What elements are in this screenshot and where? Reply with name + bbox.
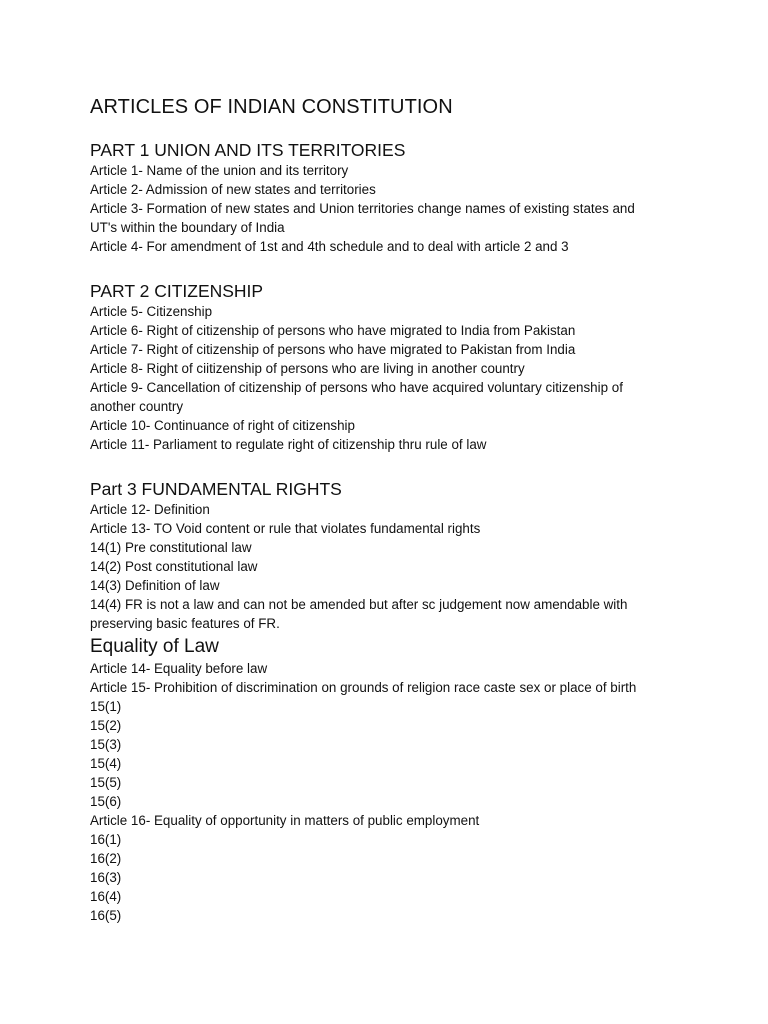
text-line: Article 5- Citizenship [90,304,213,319]
section-lines [90,161,690,256]
text-line: Article 9- Cancellation of citizenship of persons who have acquired voluntary citizenship of [90,380,623,395]
section-part-2 [90,280,690,454]
text-line: 14(4) FR is not a law and can not be amended but after sc judgement now amendable with [90,597,628,612]
text-line: 14(3) Definition of law [90,578,220,593]
text-line: another country [90,399,184,414]
text-line: Article 7- Right of citizenship of persons who have migrated to Pakistan from India [90,342,576,357]
text-line: 16(1) [90,832,122,847]
document-title: ARTICLES OF INDIAN CONSTITUTION [90,96,453,118]
text-line: Article 4- For amendment of 1st and 4th schedule and to deal with article 2 and 3 [90,239,569,254]
text-line: Article 6- Right of citizenship of persons who have migrated to India from Pakistan [90,323,576,338]
text-line: 16(4) [90,889,122,904]
text-line: 15(2) [90,718,122,733]
text-line: Article 3- Formation of new states and Union territories change names of existing states and [90,201,635,216]
text-line: Article 8- Right of ciitizenship of persons who are living in another country [90,361,525,376]
text-line: 15(6) [90,794,122,809]
text-line: Article 14- Equality before law [90,661,268,676]
text-line: Article 1- Name of the union and its territory [90,163,349,178]
text-line: 15(5) [90,775,122,790]
text-line: 15(4) [90,756,122,771]
text-line: Article 2- Admission of new states and territories [90,182,376,197]
section-lines [90,302,690,454]
text-line: 16(5) [90,908,122,923]
text-line: 14(2) Post constitutional law [90,559,258,574]
text-line: Article 15- Prohibition of discrimination on grounds of religion race caste sex or place of birth [90,680,637,695]
text-line: 16(2) [90,851,122,866]
section-heading: Part 3 FUNDAMENTAL RIGHTS [90,479,342,499]
text-line: Article 13- TO Void content or rule that violates fundamental rights [90,521,481,536]
text-line: Article 12- Definition [90,502,210,517]
text-line: preserving basic features of FR. [90,616,280,631]
text-line: 15(1) [90,699,122,714]
section-part-3 [90,478,690,633]
text-line: Article 11- Parliament to regulate right of citizenship thru rule of law [90,437,487,452]
text-line: UT's within the boundary of India [90,220,285,235]
text-line: Article 16- Equality of opportunity in matters of public employment [90,813,480,828]
section-heading: PART 1 UNION AND ITS TERRITORIES [90,140,406,160]
section-equality-of-law [90,635,690,925]
text-line: Article 10- Continuance of right of citizenship [90,418,355,433]
text-line: 16(3) [90,870,122,885]
section-part-1 [90,139,690,256]
section-heading: Equality of Law [90,636,219,657]
section-lines [90,659,690,925]
text-line: 15(3) [90,737,122,752]
document-page [90,93,690,925]
section-lines [90,500,690,633]
section-heading: PART 2 CITIZENSHIP [90,281,264,301]
text-line: 14(1) Pre constitutional law [90,540,252,555]
